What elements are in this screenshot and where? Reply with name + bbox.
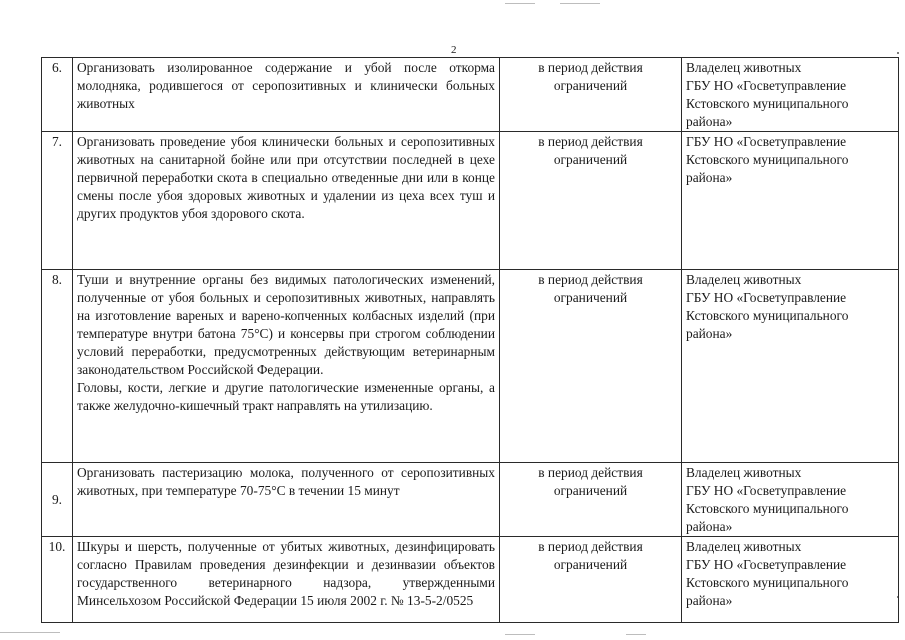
period-line: в период действия bbox=[538, 60, 643, 75]
responsible-line: ГБУ НО «Госветуправление bbox=[686, 134, 847, 149]
row-number: 7. bbox=[42, 132, 73, 270]
scan-artifact-line bbox=[560, 3, 600, 4]
responsible-line: района» bbox=[686, 170, 733, 185]
table-row bbox=[42, 537, 899, 623]
period-line: в период действия bbox=[538, 539, 643, 554]
row-number: 6. bbox=[42, 58, 73, 132]
responsible-line: Владелец животных bbox=[686, 465, 802, 480]
measure-text: Туши и внутренние органы без видимых патологических изменений, полученные от убоя больных и серопозитивных животных, направлять на изготовление вареных и варено-копченных колбасных изделий (при температуре внутри батона 75°С) и консервы при строгом соблюдении условий переработки, предусмотренных действующим ветеринарным законодательством Российской Федерации. bbox=[77, 272, 495, 377]
responsible-line: Кстовского муниципального bbox=[686, 501, 849, 516]
responsible-line: района» bbox=[686, 593, 733, 608]
period-line: в период действия bbox=[538, 134, 643, 149]
responsible-line: Кстовского муниципального bbox=[686, 152, 849, 167]
responsible-line: Кстовского муниципального bbox=[686, 308, 849, 323]
period-line: ограничений bbox=[553, 483, 628, 498]
responsible-line: района» bbox=[686, 114, 733, 129]
table-row bbox=[42, 463, 899, 537]
responsible-line: района» bbox=[686, 519, 733, 534]
period-line: ограничений bbox=[553, 78, 628, 93]
responsible-line: района» bbox=[686, 326, 733, 341]
period-line: в период действия bbox=[538, 465, 643, 480]
responsible-cell bbox=[682, 132, 899, 270]
scan-artifact-line bbox=[505, 3, 535, 4]
measure-text: Организовать пастеризацию молока, полученного от серопозитивных животных, при температуре 70-75°С в течении 15 минут bbox=[73, 463, 500, 537]
period-cell bbox=[500, 58, 682, 132]
measure-text: Организовать изолированное содержание и убой после откорма молодняка, родившегося от серопозитивных и клинически больных животных bbox=[73, 58, 500, 132]
row-number: 9. bbox=[42, 463, 73, 537]
period-cell bbox=[500, 132, 682, 270]
table-row bbox=[42, 132, 899, 270]
responsible-line: ГБУ НО «Госветуправление bbox=[686, 290, 847, 305]
table-row bbox=[42, 270, 899, 463]
responsible-line: Владелец животных bbox=[686, 539, 802, 554]
measure-text: Организовать проведение убоя клинически больных и серопозитивных животных на санитарной бойне или при отсутствии последней в цехе первичной переработки скота в специально отведенные дни или в конце смены после убоя здоровых животных и удалении из цеха всех туш и других продуктов убоя здорового скота. bbox=[73, 132, 500, 270]
responsible-cell bbox=[682, 463, 899, 537]
measure-text-continued: Головы, кости, легкие и другие патологические измененные органы, а также желудочно-кишечный тракт направлять на утилизацию. bbox=[77, 380, 495, 413]
responsible-cell bbox=[682, 270, 899, 463]
period-line: ограничений bbox=[553, 290, 628, 305]
responsible-line: ГБУ НО «Госветуправление bbox=[686, 78, 847, 93]
period-line: ограничений bbox=[553, 557, 628, 572]
period-cell bbox=[500, 537, 682, 623]
scan-speck bbox=[897, 52, 899, 54]
period-cell bbox=[500, 463, 682, 537]
responsible-line: Кстовского муниципального bbox=[686, 575, 849, 590]
scan-artifact-line bbox=[626, 634, 646, 635]
measure-text: Шкуры и шерсть, полученные от убитых животных, дезинфицировать согласно Правилам проведения дезинфекции и дезинвазии объектов государственного ветеринарного надзора, утвержденными Минсельхозом Российской Федерации 15 июля 2002 г. № 13-5-2/0525 bbox=[73, 537, 500, 623]
responsible-line: Кстовского муниципального bbox=[686, 96, 849, 111]
responsible-cell bbox=[682, 58, 899, 132]
scan-artifact-line bbox=[505, 634, 535, 635]
period-line: ограничений bbox=[553, 152, 628, 167]
responsible-line: ГБУ НО «Госветуправление bbox=[686, 557, 847, 572]
period-cell bbox=[500, 270, 682, 463]
page-number: 2 bbox=[451, 44, 457, 56]
row-number: 10. bbox=[42, 537, 73, 623]
responsible-line: ГБУ НО «Госветуправление bbox=[686, 483, 847, 498]
scan-artifact-line bbox=[0, 632, 60, 633]
period-line: в период действия bbox=[538, 272, 643, 287]
measures-table bbox=[41, 57, 899, 623]
responsible-cell bbox=[682, 537, 899, 623]
table-row bbox=[42, 58, 899, 132]
responsible-line: Владелец животных bbox=[686, 60, 802, 75]
row-number: 8. bbox=[42, 270, 73, 463]
responsible-line: Владелец животных bbox=[686, 272, 802, 287]
measure-text-cell bbox=[73, 270, 500, 463]
